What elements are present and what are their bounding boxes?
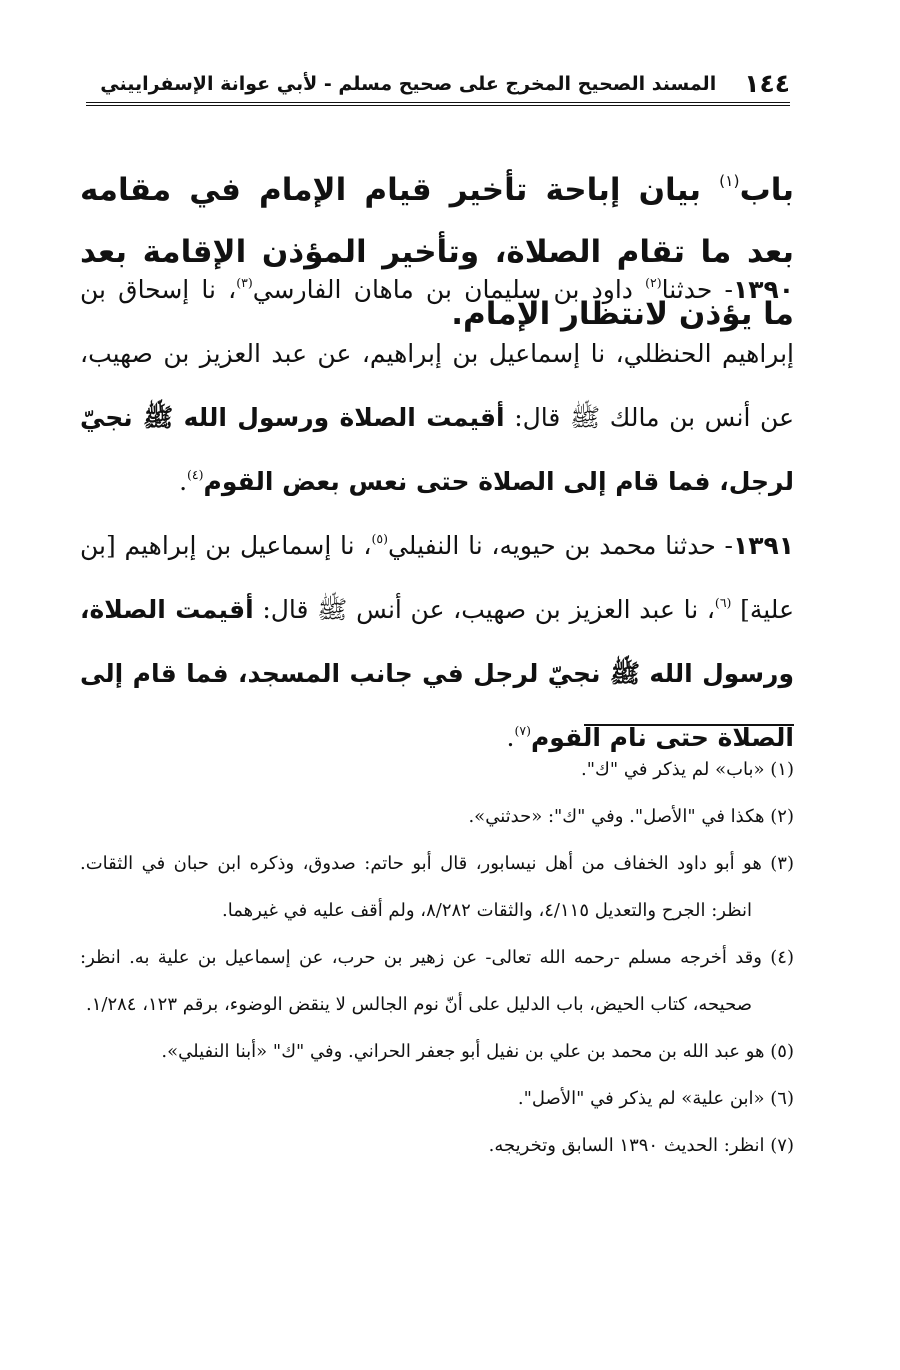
footnote-marker: (١) — [719, 171, 740, 190]
footnote-marker: (٦) — [714, 594, 732, 610]
footnote-marker: (٥) — [371, 530, 388, 546]
hadith-1391 — [80, 514, 794, 770]
footnote-7: (٧) انظر: الحديث ١٣٩٠ السابق وتخريجه. — [488, 1135, 794, 1156]
footnote-6: (٦) «ابن علية» لم يذكر في "الأصل". — [517, 1088, 794, 1109]
footnote-4: (٤) وقد أخرجه مسلم -رحمه الله تعالى- عن زهير بن حرب، عن إسماعيل بن علية به. انظر: صحيحه، كتاب الحيض، باب الدليل على أنّ نوم الجالس لا ينقض الوضوء، برقم ١٢٣، ١/٢٨٤. — [80, 947, 794, 1015]
footnote-3: (٣) هو أبو داود الخفاف من أهل نيسابور، قال أبو حاتم: صدوق، وذكره ابن حبان في الثقات. انظر: الجرح والتعديل ٤/١١٥، والثقات ٨/٢٨٢، ولم أقف عليه في غيرهما. — [80, 853, 794, 921]
isnad-text: ، نا عبد العزيز بن صهيب، عن أنس ﷺ قال: — [253, 595, 715, 624]
isnad-text: - حدثنا محمد بن حيويه، نا النفيلي — [387, 531, 733, 560]
footnotes — [80, 746, 794, 1169]
isnad-text: ، نا إسماعيل بن إبراهيم [بن علية] — [80, 531, 795, 624]
isnad-text: ، نا إسحاق بن إبراهيم الحنظلي، نا إسماعيل بن إبراهيم، عن عبد العزيز بن صهيب، عن أنس بن مالك ﷺ قال: — [80, 275, 794, 432]
isnad-text: داود بن سليمان بن ماهان الفارسي — [252, 275, 646, 304]
footnote-marker: (٤) — [187, 466, 204, 482]
hadith-end: . — [506, 723, 515, 752]
hadith-number: ١٣٩١ — [732, 531, 795, 560]
matn-text: أقيمت الصلاة، ورسول الله ﷺ نجيّ لرجل في جانب المسجد، فما قام إلى الصلاة حتى نام القوم — [80, 595, 794, 752]
hadith-number: ١٣٩٠ — [732, 275, 794, 304]
footnote-5: (٥) هو عبد الله بن محمد بن علي بن نفيل أبو جعفر الحراني. وفي "ك" «أبنا النفيلي». — [161, 1041, 794, 1062]
footnote-2: (٢) هكذا في "الأصل". وفي "ك": «حدثني». — [468, 806, 794, 827]
running-head — [86, 60, 790, 106]
page-number: ١٤٤ — [744, 69, 790, 98]
footnote-separator — [584, 724, 794, 726]
footnote-marker: (٣) — [236, 274, 253, 290]
hadith-1390 — [80, 258, 794, 514]
footnote-marker: (٧) — [514, 722, 531, 738]
hadith-end: . — [179, 467, 188, 496]
isnad-text: - حدثنا — [661, 275, 733, 304]
book-title: المسند الصحيح المخرج على صحيح مسلم - لأبي عوانة الإسفراييني — [100, 73, 717, 95]
matn-text: أقيمت الصلاة ورسول الله ﷺ نجيّ لرجل، فما قام إلى الصلاة حتى نعس بعض القوم — [80, 403, 794, 496]
chapter-label: باب — [739, 171, 794, 208]
main-text — [80, 258, 794, 770]
chapter-title: بيان إباحة تأخير قيام الإمام في مقامه بعد ما تقام الصلاة، وتأخير المؤذن الإقامة بعد ما يؤذن لانتظار الإمام. — [80, 171, 794, 332]
footnote-1: (١) «باب» لم يذكر في "ك". — [581, 759, 794, 780]
footnote-marker: (٢) — [645, 274, 662, 290]
